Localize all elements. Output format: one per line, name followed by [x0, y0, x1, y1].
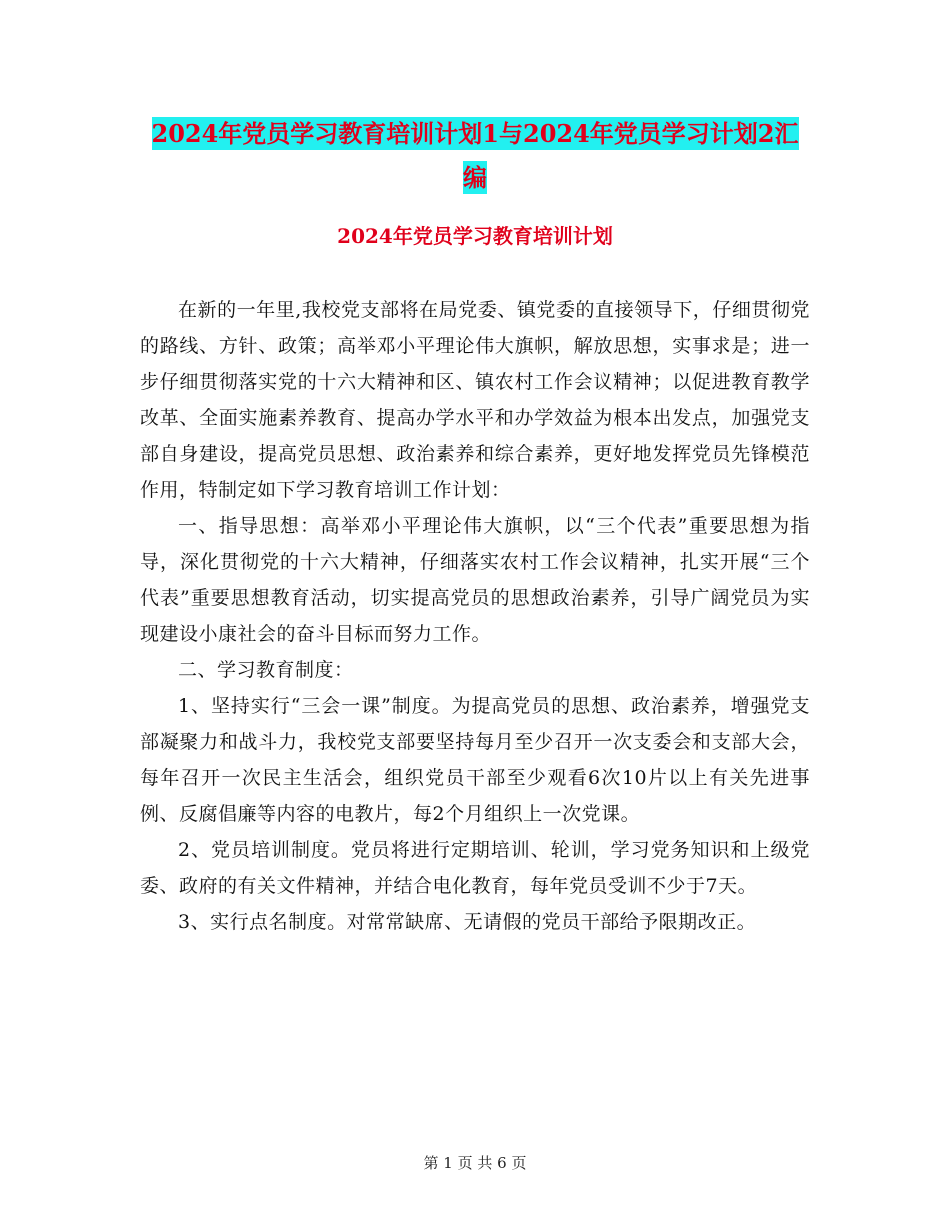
paragraph-three-meetings: 1、坚持实行“三会一课”制度。为提高党员的思想、政治素养，增强党支部凝聚力和战斗力，我校党支部要坚持每月至少召开一次支委会和支部大会，每年召开一次民主生活会，组织党员干部至少观看6次10片以上有关先进事例、反腐倡廉等内容的电教片，每2个月组织上一次党课。 [140, 695, 810, 825]
section-title: 2024年党员学习教育培训计划 [337, 224, 613, 248]
paragraph-guiding-ideology: 一、指导思想：高举邓小平理论伟大旗帜，以“三个代表”重要思想为指导，深化贯彻党的十六大精神，仔细落实农村工作会议精神，扎实开展“三个代表”重要思想教育活动，切实提高党员的思想政治素养，引导广阔党员为实现建设小康社会的奋斗目标而努力工作。 [140, 515, 810, 645]
document-title [140, 112, 810, 200]
document-title-text: 2024年党员学习教育培训计划1与2024年党员学习计划2汇编 [151, 119, 799, 192]
paragraph-roll-call: 3、实行点名制度。对常常缺席、无请假的党员干部给予限期改正。 [178, 911, 757, 933]
paragraph-intro: 在新的一年里,我校党支部将在局党委、镇党委的直接领导下，仔细贯彻党的路线、方针、政策；高举邓小平理论伟大旗帜，解放思想，实事求是；进一步仔细贯彻落实党的十六大精神和区、镇农村工作会议精神；以促进教育教学改革、全面实施素养教育、提高办学水平和办学效益为根本出发点，加强党支部自身建设，提高党员思想、政治素养和综合素养，更好地发挥党员先锋模范作用，特制定如下学习教育培训工作计划： [140, 299, 810, 501]
page-footer: 第 1 页 共 6 页 [423, 1154, 527, 1172]
paragraph-training-system: 2、党员培训制度。党员将进行定期培训、轮训，学习党务知识和上级党委、政府的有关文件精神，并结合电化教育，每年党员受训不少于7天。 [140, 839, 810, 897]
document-body [140, 292, 810, 940]
paragraph-study-system-heading: 二、学习教育制度： [178, 659, 354, 681]
